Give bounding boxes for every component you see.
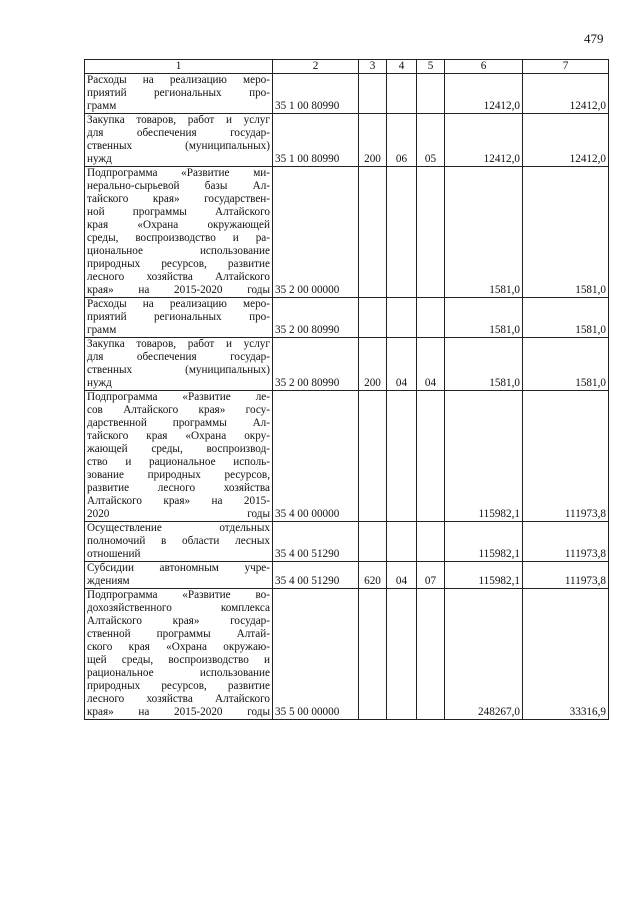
row-code: 35 5 00 00000 [273, 589, 359, 720]
row-expense-type [359, 298, 387, 338]
header-cell: 1 [85, 60, 273, 74]
row-amount-year1: 1581,0 [445, 298, 523, 338]
row-subsection: 07 [417, 562, 445, 589]
row-amount-year1: 12412,0 [445, 74, 523, 114]
row-name-line: природных ресурсов, развитие [87, 258, 270, 270]
row-amount-year2: 1581,0 [523, 167, 609, 298]
row-name-line: тайского края» государствен- [87, 193, 270, 205]
row-name [85, 114, 273, 167]
row-subsection: 05 [417, 114, 445, 167]
table-row [85, 74, 609, 114]
table-row [85, 562, 609, 589]
row-name-line: нужд [87, 377, 112, 389]
row-code: 35 4 00 00000 [273, 391, 359, 522]
row-amount-year2: 1581,0 [523, 298, 609, 338]
row-code: 35 4 00 51290 [273, 522, 359, 562]
row-name-line: дарственной программы Ал- [87, 417, 270, 429]
row-name-line: тайского края «Охрана окру- [87, 430, 270, 442]
row-amount-year1: 248267,0 [445, 589, 523, 720]
row-name-line: Расходы на реализацию меро- [87, 298, 270, 310]
row-section: 06 [387, 114, 417, 167]
row-name-line: нужд [87, 153, 112, 165]
row-name-line: ной программы Алтайского [87, 206, 270, 218]
row-subsection [417, 589, 445, 720]
row-name-line: сов Алтайского края» госу- [87, 404, 270, 416]
row-section [387, 522, 417, 562]
row-name-line: для обеспечения государ- [87, 127, 270, 139]
row-name-line: природных ресурсов, развитие [87, 680, 270, 692]
row-expense-type: 620 [359, 562, 387, 589]
row-section: 04 [387, 338, 417, 391]
budget-table [84, 59, 609, 720]
row-name-line: отношений [87, 548, 141, 560]
row-amount-year2: 111973,8 [523, 391, 609, 522]
header-cell: 4 [387, 60, 417, 74]
row-expense-type [359, 391, 387, 522]
row-name-line: ство и рациональное исполь- [87, 456, 270, 468]
row-section [387, 589, 417, 720]
row-amount-year1: 115982,1 [445, 391, 523, 522]
row-code: 35 1 00 80990 [273, 74, 359, 114]
row-name-line: Подпрограмма «Развитие ми- [87, 167, 270, 179]
row-name-line: ского края «Охрана окружаю- [87, 641, 270, 653]
row-name-line: лесного хозяйства Алтайского [87, 271, 270, 283]
row-amount-year2: 12412,0 [523, 74, 609, 114]
row-name-line: рациональное использование [87, 667, 270, 679]
row-name [85, 562, 273, 589]
row-name-line: Осуществление отдельных [87, 522, 270, 534]
row-name [85, 298, 273, 338]
row-name-line: Подпрограмма «Развитие во- [87, 589, 270, 601]
row-amount-year2: 33316,9 [523, 589, 609, 720]
table-row [85, 522, 609, 562]
row-name-line: зование природных ресурсов, [87, 469, 270, 481]
row-expense-type [359, 589, 387, 720]
row-amount-year1: 1581,0 [445, 338, 523, 391]
row-section [387, 298, 417, 338]
row-name-line: края» на 2015-2020 годы [87, 284, 270, 296]
row-subsection [417, 298, 445, 338]
row-name-line: циональное использование [87, 245, 270, 257]
row-name-line: Расходы на реализацию меро- [87, 74, 270, 86]
row-name-line: жающей среды, воспроизвод- [87, 443, 270, 455]
row-name-line: приятий региональных про- [87, 87, 270, 99]
row-name-line: 2020 годы [87, 508, 270, 520]
row-name-line: грамм [87, 100, 117, 112]
row-name-line: Закупка товаров, работ и услуг [87, 338, 270, 350]
row-name-line: ственной программы Алтай- [87, 628, 270, 640]
row-section: 04 [387, 562, 417, 589]
row-name-line: ственных (муниципальных) [87, 140, 270, 152]
table-row [85, 114, 609, 167]
row-code: 35 2 00 80990 [273, 298, 359, 338]
table-row [85, 167, 609, 298]
row-subsection [417, 391, 445, 522]
header-cell: 3 [359, 60, 387, 74]
row-amount-year1: 115982,1 [445, 522, 523, 562]
row-amount-year2: 12412,0 [523, 114, 609, 167]
header-cell: 7 [523, 60, 609, 74]
row-name [85, 522, 273, 562]
table-row [85, 391, 609, 522]
table-row [85, 298, 609, 338]
row-name-line: дохозяйственного комплекса [87, 602, 270, 614]
row-amount-year2: 111973,8 [523, 562, 609, 589]
header-cell: 2 [273, 60, 359, 74]
row-name-line: Алтайского края» государ- [87, 615, 270, 627]
row-name-line: Закупка товаров, работ и услуг [87, 114, 270, 126]
row-subsection [417, 167, 445, 298]
row-name-line: развитие лесного хозяйства [87, 482, 270, 494]
row-code: 35 1 00 80990 [273, 114, 359, 167]
row-amount-year2: 111973,8 [523, 522, 609, 562]
row-amount-year2: 1581,0 [523, 338, 609, 391]
header-cell: 5 [417, 60, 445, 74]
row-name-line: ственных (муниципальных) [87, 364, 270, 376]
row-name-line: для обеспечения государ- [87, 351, 270, 363]
row-subsection: 04 [417, 338, 445, 391]
row-name [85, 338, 273, 391]
row-section [387, 74, 417, 114]
row-name-line: края «Охрана окружающей [87, 219, 270, 231]
row-code: 35 2 00 80990 [273, 338, 359, 391]
row-name-line: нерально-сырьевой базы Ал- [87, 180, 270, 192]
row-section [387, 167, 417, 298]
row-name [85, 391, 273, 522]
row-expense-type [359, 522, 387, 562]
row-name-line: края» на 2015-2020 годы [87, 706, 270, 718]
row-expense-type [359, 167, 387, 298]
row-name-line: полномочий в области лесных [87, 535, 270, 547]
table-row [85, 338, 609, 391]
row-name-line: Субсидии автономным учре- [87, 562, 270, 574]
row-name-line: грамм [87, 324, 117, 336]
row-name-line: приятий региональных про- [87, 311, 270, 323]
row-section [387, 391, 417, 522]
row-name-line: лесного хозяйства Алтайского [87, 693, 270, 705]
row-name-line: Подпрограмма «Развитие ле- [87, 391, 270, 403]
row-amount-year1: 1581,0 [445, 167, 523, 298]
row-expense-type: 200 [359, 338, 387, 391]
header-row [85, 60, 609, 74]
row-code: 35 2 00 00000 [273, 167, 359, 298]
row-amount-year1: 115982,1 [445, 562, 523, 589]
row-expense-type [359, 74, 387, 114]
row-subsection [417, 522, 445, 562]
row-name-line: ждениям [87, 575, 130, 587]
row-code: 35 4 00 51290 [273, 562, 359, 589]
row-name-line: щей среды, воспроизводство и [87, 654, 270, 666]
row-amount-year1: 12412,0 [445, 114, 523, 167]
row-expense-type: 200 [359, 114, 387, 167]
row-name-line: среды, воспроизводство и ра- [87, 232, 270, 244]
table-row [85, 589, 609, 720]
row-name-line: Алтайского края» на 2015- [87, 495, 270, 507]
row-name [85, 74, 273, 114]
row-name [85, 589, 273, 720]
page-number: 479 [584, 31, 604, 46]
row-subsection [417, 74, 445, 114]
row-name [85, 167, 273, 298]
header-cell: 6 [445, 60, 523, 74]
